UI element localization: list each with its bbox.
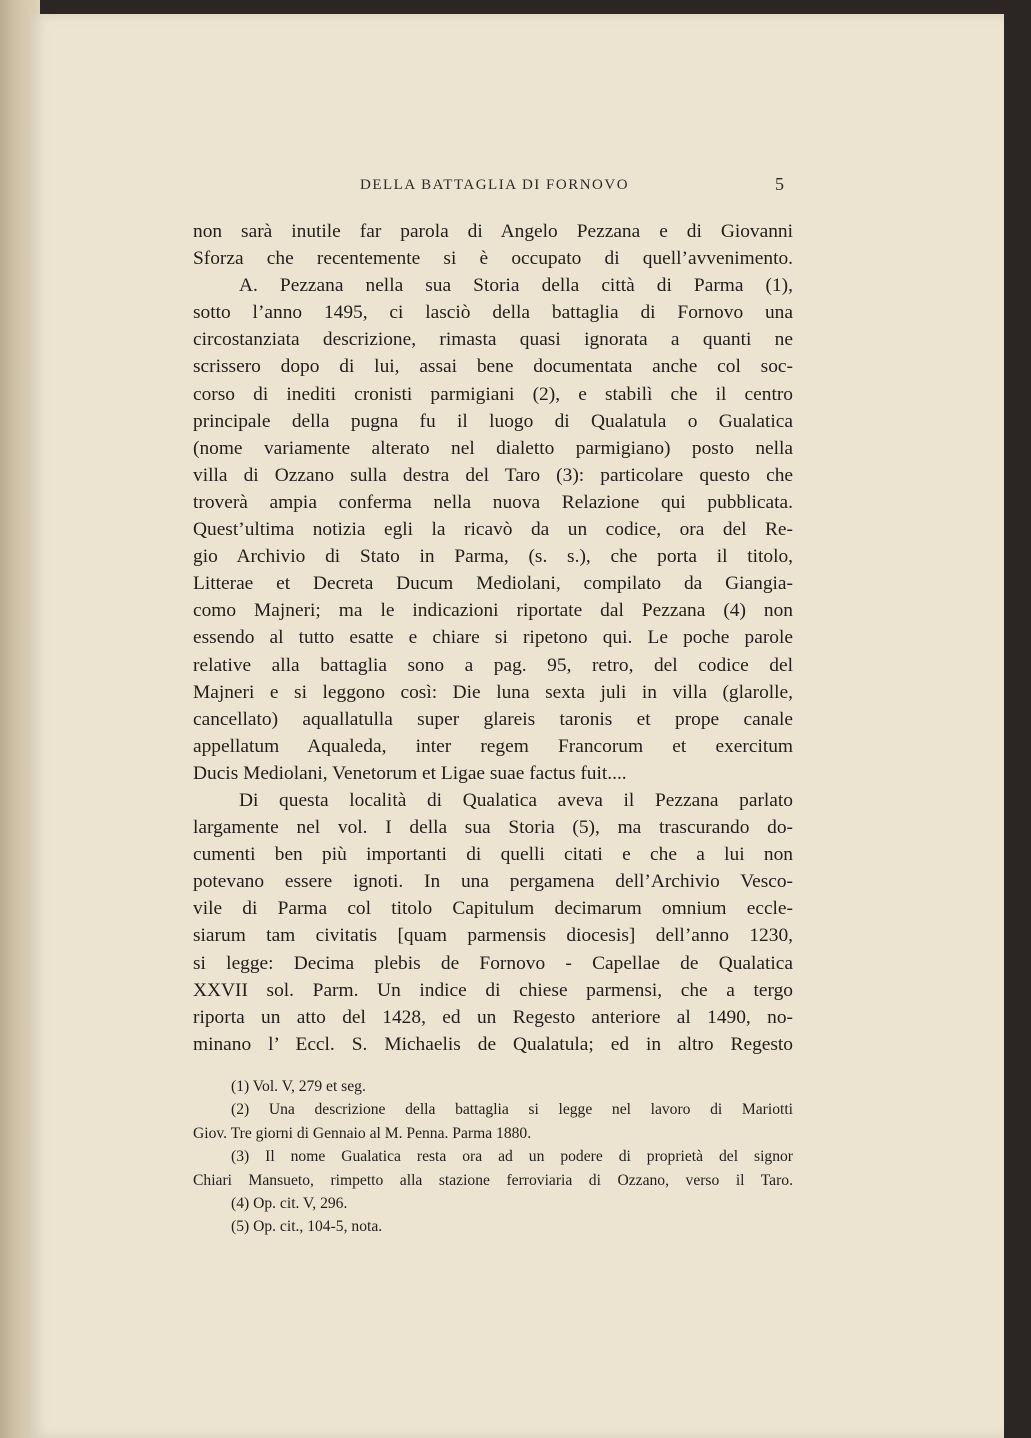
text-line: A. Pezzana nella sua Storia della città di Parma (1), — [239, 275, 793, 297]
book-page — [30, 14, 1004, 1438]
footnote-line: (4) Op. cit. V, 296. — [231, 1194, 348, 1212]
text-line: scrissero dopo di lui, assai bene documentata anche col soc- — [193, 356, 793, 378]
text-line: riporta un atto del 1428, ed un Regesto anteriore al 1490, no- — [193, 1006, 793, 1028]
text-line: sotto l’anno 1495, ci lasciò della battaglia di Fornovo una — [193, 302, 793, 324]
footnote-line: Giov. Tre giorni di Gennaio al M. Penna. Parma 1880. — [193, 1124, 532, 1142]
text-line: gio Archivio di Stato in Parma, (s. s.), che porta il titolo, — [193, 546, 793, 568]
page-number: 5 — [775, 174, 784, 194]
text-line: Di questa località di Qualatica aveva il Pezzana parlato — [239, 789, 793, 811]
text-line: Majneri e si leggono così: Die luna sexta juli in villa (glarolle, — [193, 681, 793, 703]
footnote-line: (2) Una descrizione della battaglia si legge nel lavoro di Mariotti — [231, 1101, 793, 1119]
text-line: largamente nel vol. I della sua Storia (5), ma trascurando do- — [193, 817, 793, 839]
text-line: villa di Ozzano sulla destra del Taro (3): particolare questo che — [193, 464, 793, 486]
text-line: Litterae et Decreta Ducum Mediolani, compilato da Giangia- — [193, 573, 793, 595]
text-line: XXVII sol. Parm. Un indice di chiese parmensi, che a tergo — [193, 979, 793, 1001]
running-title: DELLA BATTAGLIA DI FORNOVO — [360, 177, 630, 193]
text-line: relative alla battaglia sono a pag. 95, retro, del codice del — [193, 654, 793, 676]
footnotes-block — [193, 1075, 793, 1239]
text-line: cumenti ben più importanti di quelli citati e che a lui non — [193, 844, 793, 866]
text-line: potevano essere ignoti. In una pergamena dell’Archivio Vesco- — [193, 871, 793, 893]
text-line: como Majneri; ma le indicazioni riportate dal Pezzana (4) non — [193, 600, 793, 622]
text-line: minano l’ Eccl. S. Michaelis de Qualatula; ed in altro Regesto — [193, 1033, 793, 1055]
text-line: Quest’ultima notizia egli la ricavò da un codice, ora del Re- — [193, 519, 793, 541]
footnote-line: (1) Vol. V, 279 et seg. — [231, 1078, 366, 1095]
text-line: non sarà inutile far parola di Angelo Pezzana e di Giovanni — [193, 221, 793, 242]
text-line: (nome variamente alterato nel dialetto parmigiano) posto nella — [193, 437, 793, 459]
text-line: vile di Parma col titolo Capitulum decimarum omnium eccle- — [193, 898, 793, 920]
page-header — [30, 174, 1004, 198]
text-line: cancellato) aquallatulla super glareis taronis et prope canale — [193, 708, 793, 730]
text-line: siarum tam civitatis [quam parmensis diocesis] dell’anno 1230, — [193, 925, 793, 947]
footnote-line: (5) Op. cit., 104-5, nota. — [231, 1218, 383, 1236]
text-line: principale della pugna fu il luogo di Qualatula o Gualatica — [193, 410, 793, 432]
text-line: Ducis Mediolani, Venetorum et Ligae suae factus fuit.... — [193, 762, 627, 784]
text-line: corso di inediti cronisti parmigiani (2), e stabilì che il centro — [193, 383, 793, 405]
text-line: troverà ampia conferma nella nuova Relazione qui pubblicata. — [193, 491, 793, 513]
footnote-line: (3) Il nome Gualatica resta ora ad un podere di proprietà del signor — [231, 1148, 793, 1166]
text-line: Sforza che recentemente si è occupato di quell’avvenimento. — [193, 248, 793, 270]
text-line: circostanziata descrizione, rimasta quasi ignorata a quanti ne — [193, 329, 793, 351]
footnote-line: Chiari Mansueto, rimpetto alla stazione ferroviaria di Ozzano, verso il Taro. — [193, 1171, 793, 1189]
main-text-block — [193, 218, 793, 1058]
text-line: si legge: Decima plebis de Fornovo - Capellae de Qualatica — [193, 952, 793, 974]
text-line: appellatum Aqualeda, inter regem Francorum et exercitum — [193, 735, 793, 757]
text-line: essendo al tutto esatte e chiare si ripetono qui. Le poche parole — [193, 627, 793, 649]
